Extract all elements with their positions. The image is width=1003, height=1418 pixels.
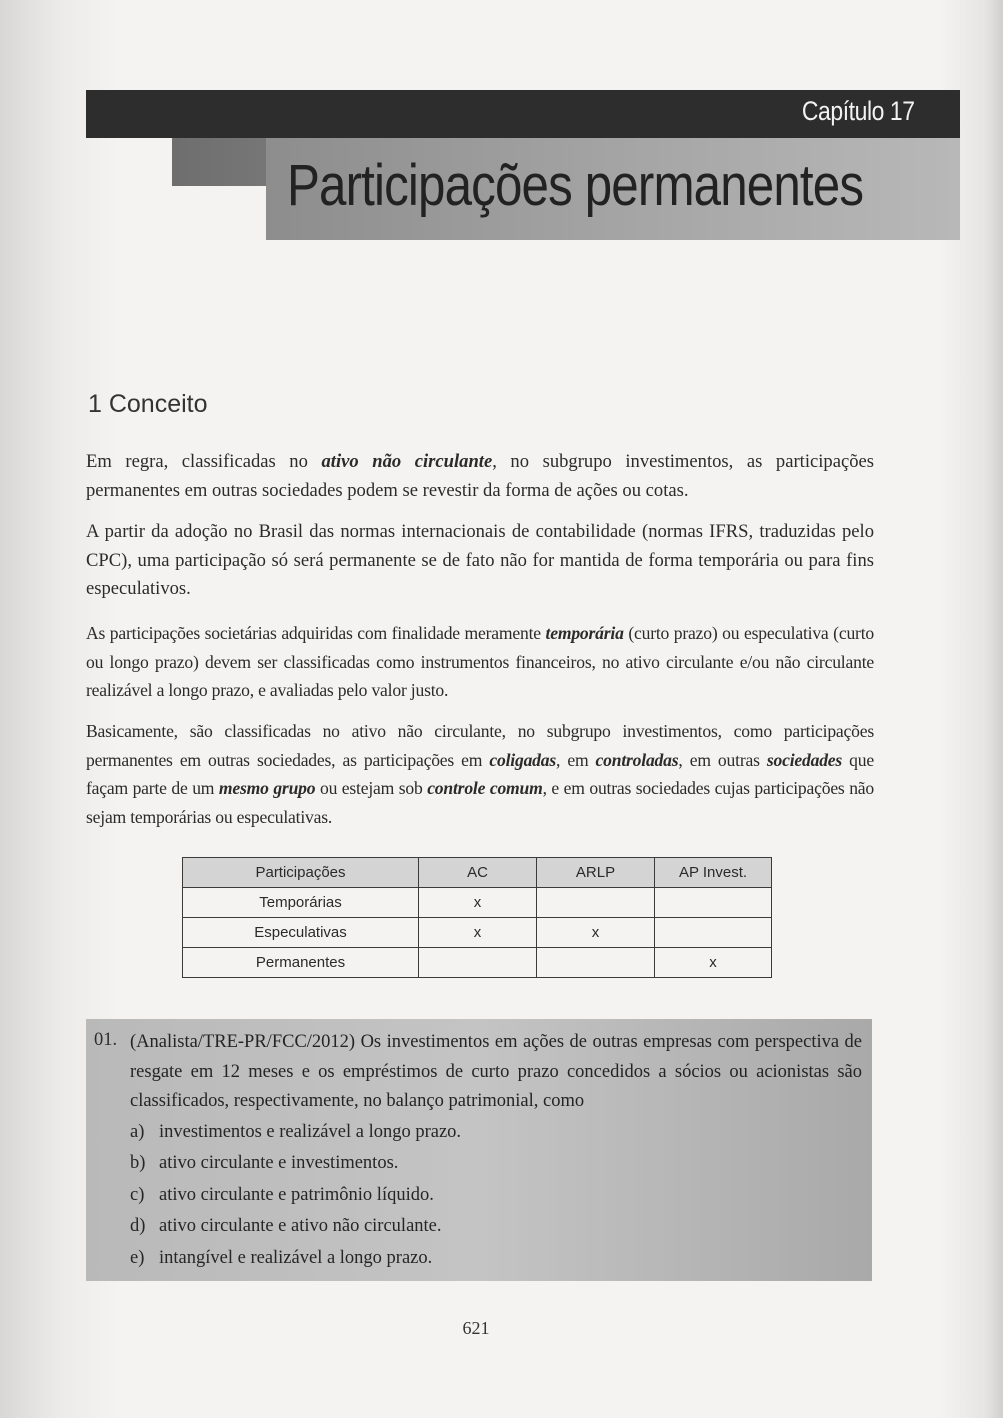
answer-option-b: b) ativo circulante e investimentos. <box>130 1153 399 1173</box>
table-header-row <box>183 858 772 888</box>
table-cell <box>537 888 655 918</box>
chapter-label: Capítulo 17 <box>802 96 915 126</box>
table-row <box>183 918 772 948</box>
paragraph-4: Basicamente, são classificadas no ativo não circulante, no subgrupo investimentos, como participações permanentes em outras sociedades, as participações em coligadas, em controladas, em outras sociedades que façam parte de um mesmo grupo ou estejam sob controle comum, e em outras sociedades cujas participações não sejam temporárias ou especulativas. <box>86 721 874 827</box>
table-cell: Temporárias <box>183 888 419 918</box>
participations-table <box>182 857 772 978</box>
paragraph-2: A partir da adoção no Brasil das normas internacionais de contabilidade (normas IFRS, traduzidas pelo CPC), uma participação só será permanente se de fato não for mantida de forma temporária ou para fins especulativos. <box>86 521 874 599</box>
table-cell: x <box>419 918 537 948</box>
table-cell <box>655 888 772 918</box>
table-header: ARLP <box>537 858 655 888</box>
paragraph-3: As participações societárias adquiridas com finalidade meramente temporária (curto prazo) ou especulativa (curto ou longo prazo) devem ser classificadas como instrumentos financeiros, no ativo circulante e/ou não circulante realizável a longo prazo, e avaliadas pelo valor justo. <box>86 623 874 700</box>
question-text: (Analista/TRE-PR/FCC/2012) Os investimentos em ações de outras empresas com perspectiva de resgate em 12 meses e os empréstimos de curto prazo concedidos a sócios ou acionistas são classificados, respectivamente, no balanço patrimonial, como <box>130 1032 862 1111</box>
answer-option-d: d) ativo circulante e ativo não circulante. <box>130 1216 442 1236</box>
table-cell <box>537 948 655 978</box>
answer-option-e: e) intangível e realizável a longo prazo. <box>130 1248 433 1268</box>
table-cell <box>419 948 537 978</box>
table-cell: x <box>419 888 537 918</box>
table-cell: Permanentes <box>183 948 419 978</box>
table-header: AC <box>419 858 537 888</box>
question-number: 01. <box>94 1030 118 1050</box>
table-cell: x <box>537 918 655 948</box>
table-row <box>183 888 772 918</box>
table-header: Participações <box>183 858 419 888</box>
section-heading: 1 Conceito <box>88 390 208 418</box>
paragraph-1: Em regra, classificadas no ativo não circulante, no subgrupo investimentos, as participações permanentes em outras sociedades podem se revestir da forma de ações ou cotas. <box>86 451 874 501</box>
table-header: AP Invest. <box>655 858 772 888</box>
table-cell <box>655 918 772 948</box>
answer-option-c: c) ativo circulante e patrimônio líquido. <box>130 1185 434 1205</box>
chapter-title: Participações permanentes <box>287 153 864 218</box>
answer-option-a: a) investimentos e realizável a longo prazo. <box>130 1122 462 1142</box>
table-cell: Especulativas <box>183 918 419 948</box>
page-number: 621 <box>462 1318 490 1338</box>
table-cell: x <box>655 948 772 978</box>
table-row <box>183 948 772 978</box>
